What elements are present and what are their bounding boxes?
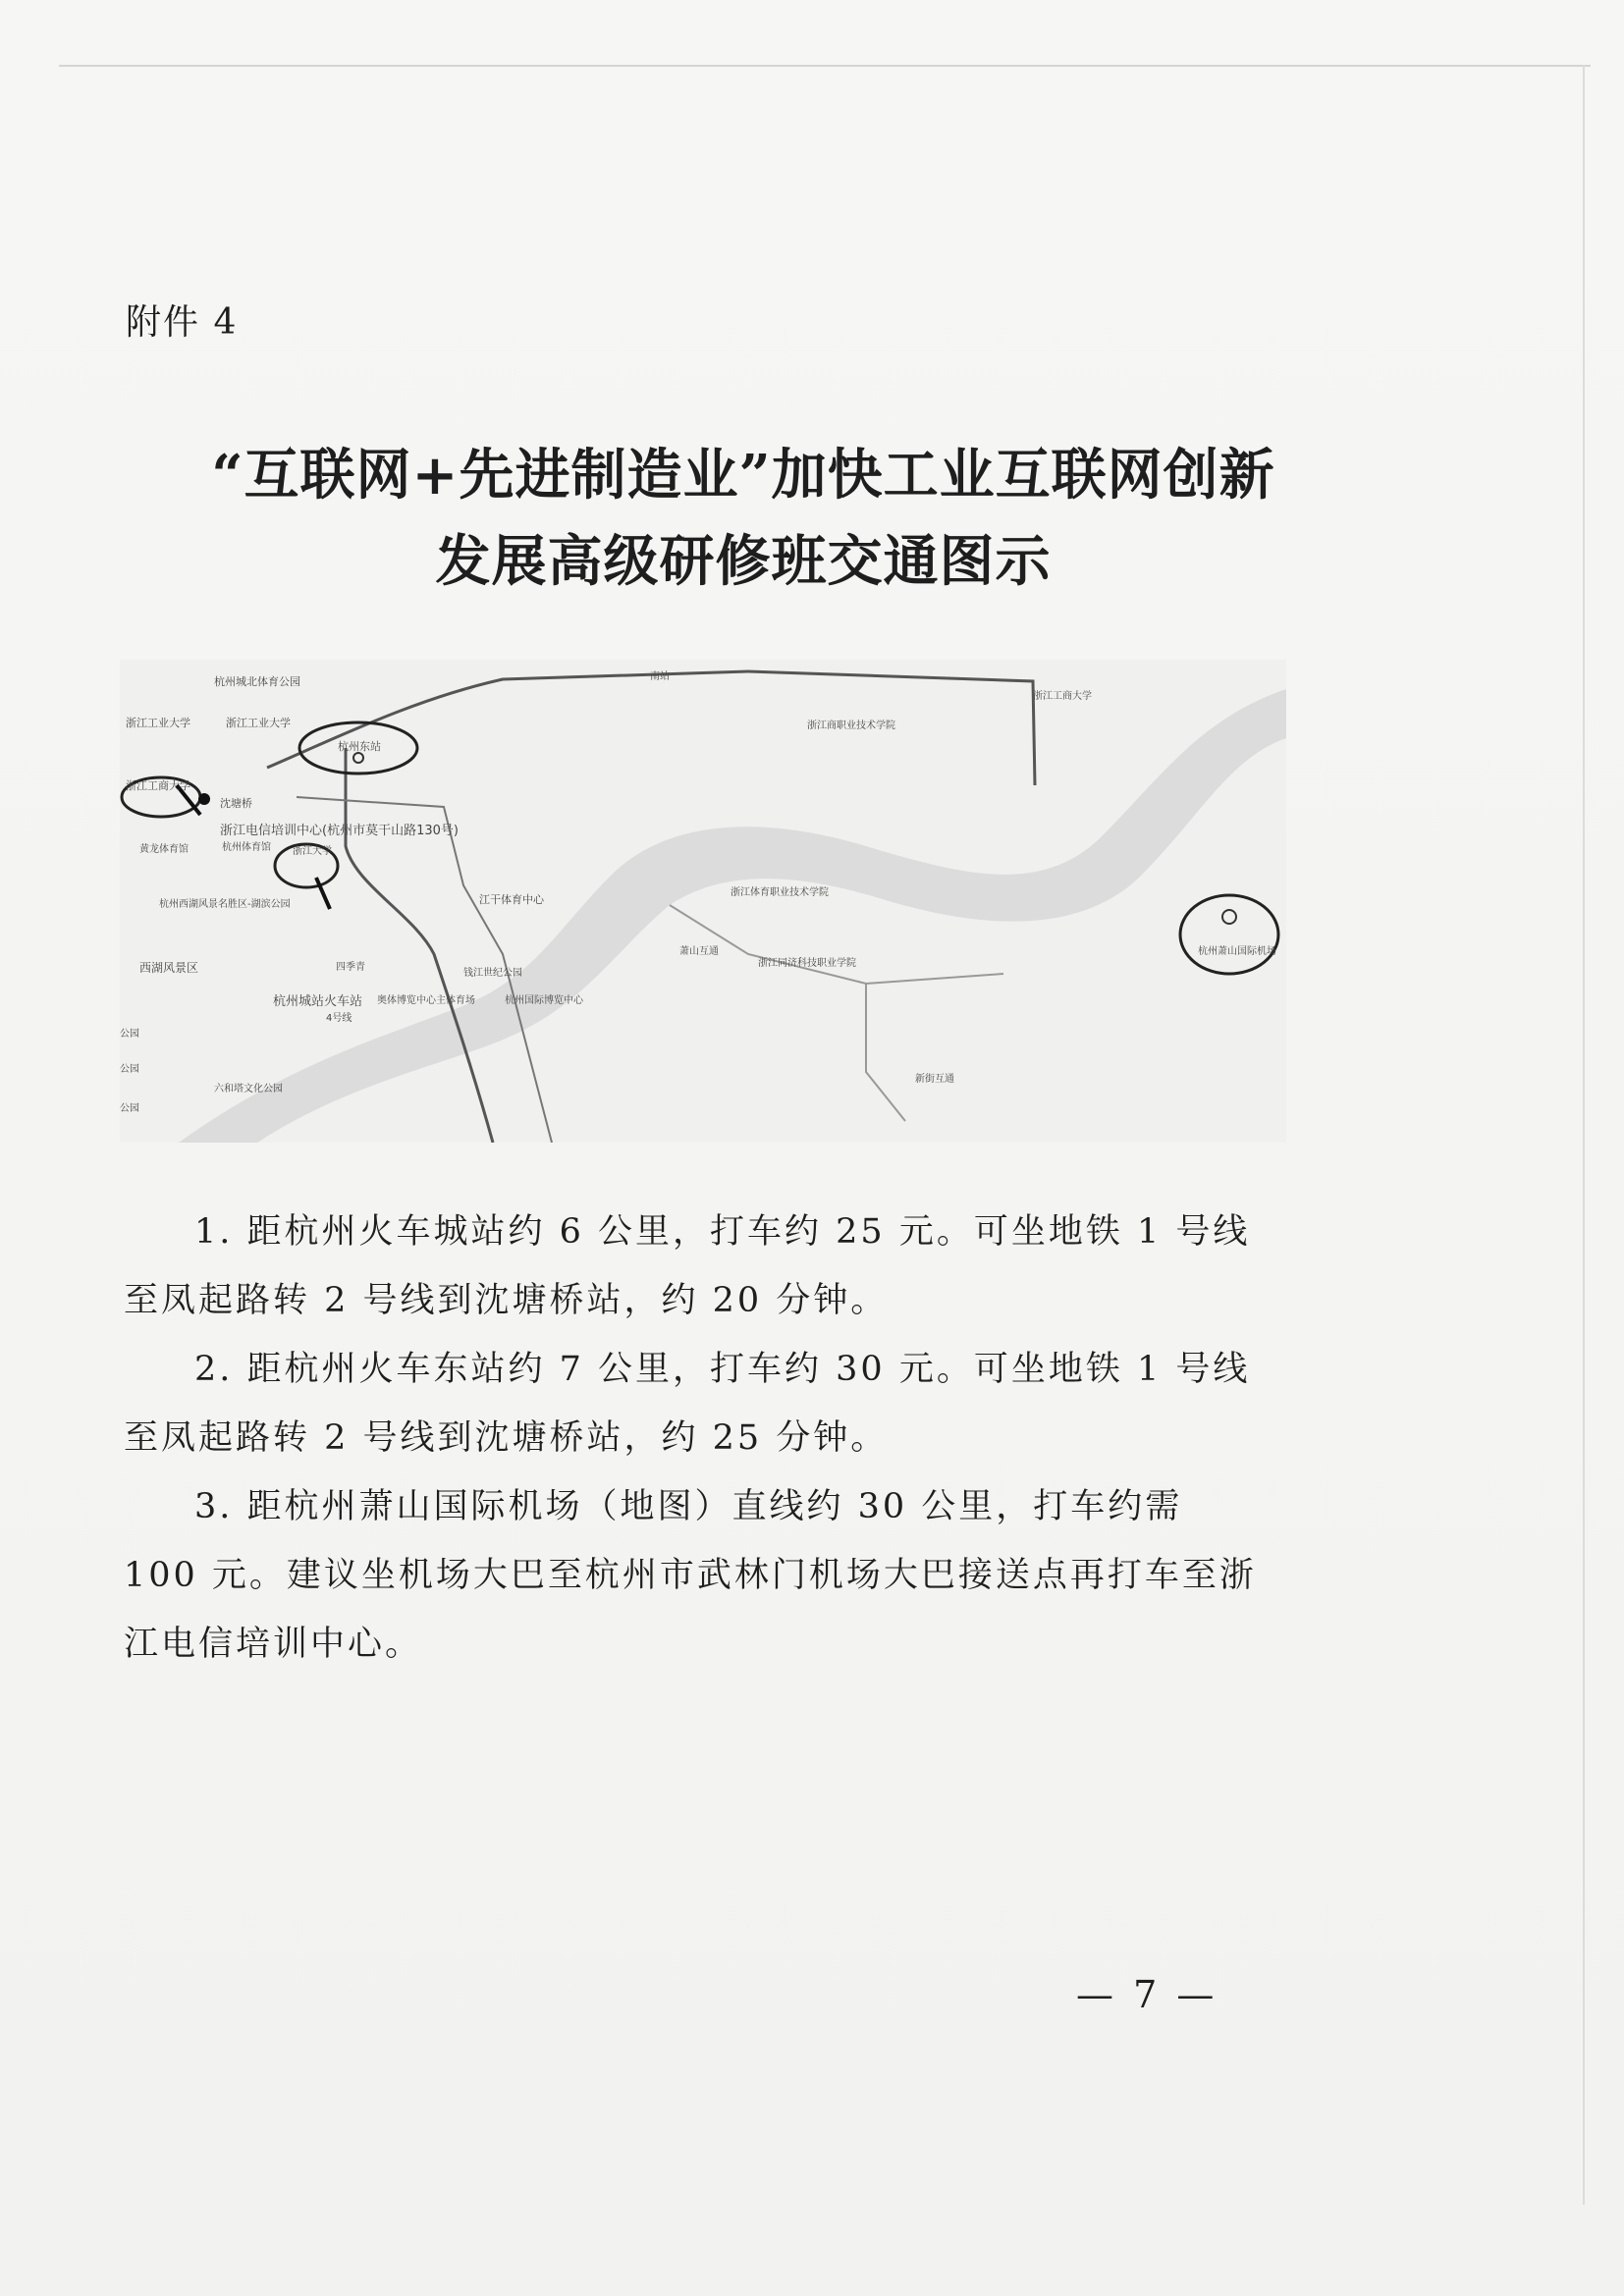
map-label-zju: 浙江大学 <box>293 846 332 857</box>
ring-road <box>267 671 1035 785</box>
map-label-sport-college: 浙江体育职业技术学院 <box>731 887 829 898</box>
map-label-xiaoshan-ic: 萧山互通 <box>679 946 719 957</box>
map-label-huanglong: 黄龙体育馆 <box>139 844 189 855</box>
map-label-liuhe-park: 六和塔文化公园 <box>214 1084 283 1095</box>
map-label-zjut-circle: 浙江工商大学 <box>126 779 190 792</box>
map-label-zj-ict: 浙江工商大学 <box>1033 691 1092 702</box>
map-label-east-station: 杭州东站 <box>338 740 381 753</box>
map-label-west-lake-area: 西湖风景区 <box>139 961 199 975</box>
map-label-jianggan-sports: 江干体育中心 <box>479 893 544 906</box>
scan-edge-right <box>1583 65 1585 2205</box>
paragraph-1: 1. 距杭州火车城站约 6 公里，打车约 25 元。可坐地铁 1 号线至凤起路转 2 号线到沈塘桥站，约 20 分钟。 <box>124 1212 1251 1320</box>
road-xiaoshan <box>670 905 1003 984</box>
east-station-marker <box>353 753 363 763</box>
title-line-2: 发展高级研修班交通图示 <box>435 529 1052 594</box>
map-label-xinjie-ic: 新街互通 <box>915 1074 954 1085</box>
map-label-expo: 杭州国际博览中心 <box>505 995 583 1006</box>
map-label-park-left1: 公园 <box>120 1029 139 1040</box>
airport-circle <box>1180 895 1278 974</box>
map-label-airport: 杭州萧山国际机场 <box>1198 946 1276 957</box>
map-label-city-station: 杭州城站火车站 <box>273 994 363 1009</box>
map-label-park-left3: 公园 <box>120 1103 139 1114</box>
map-label-hz-gym: 杭州体育馆 <box>222 842 271 853</box>
paragraph-2: 2. 距杭州火车东站约 7 公里，打车约 30 元。可坐地铁 1 号线至凤起路转 2 号线到沈塘桥站，约 25 分钟。 <box>124 1350 1251 1458</box>
traffic-map-svg <box>120 660 1286 1143</box>
map-label-shentangqiao: 沈塘桥 <box>220 797 252 810</box>
map-label-park-left2: 公园 <box>120 1064 139 1075</box>
map-label-west-lake: 杭州西湖风景名胜区-湖滨公园 <box>159 899 291 910</box>
road-xinjie <box>866 984 905 1121</box>
traffic-map <box>120 660 1286 1143</box>
map-label-business-college: 浙江商职业技术学院 <box>807 721 895 731</box>
paragraph-3: 3. 距杭州萧山国际机场（地图）直线约 30 公里，打车约需 100 元。建议坐机场大巴至杭州市武林门机场大巴接送点再打车至浙江电信培训中心。 <box>124 1487 1257 1664</box>
map-label-line4: 4号线 <box>326 1013 352 1024</box>
scan-edge-top <box>59 65 1591 67</box>
title-line-1: “互联网+先进制造业”加快工业互联网创新 <box>211 443 1275 507</box>
attachment-label: 附件 4 <box>126 302 239 343</box>
map-label-qianjiang-park: 钱江世纪公园 <box>463 968 522 979</box>
map-label-zjut-left: 浙江工业大学 <box>126 717 190 729</box>
airport-marker <box>1222 910 1236 924</box>
map-label-sijiqing: 四季青 <box>336 962 365 973</box>
page-number: — 7 — <box>1076 1973 1218 2016</box>
map-label-training-center: 浙江电信培训中心(杭州市莫干山路130号) <box>220 824 459 838</box>
map-label-north-park: 杭州城北体育公园 <box>214 675 300 688</box>
map-label-tongji: 浙江同济科技职业学院 <box>758 958 856 969</box>
map-label-olympic: 奥体博览中心主体育场 <box>377 995 475 1006</box>
map-label-south-station: 南站 <box>650 671 670 682</box>
map-label-zjut-mid: 浙江工业大学 <box>226 717 291 729</box>
training-marker <box>198 793 210 805</box>
